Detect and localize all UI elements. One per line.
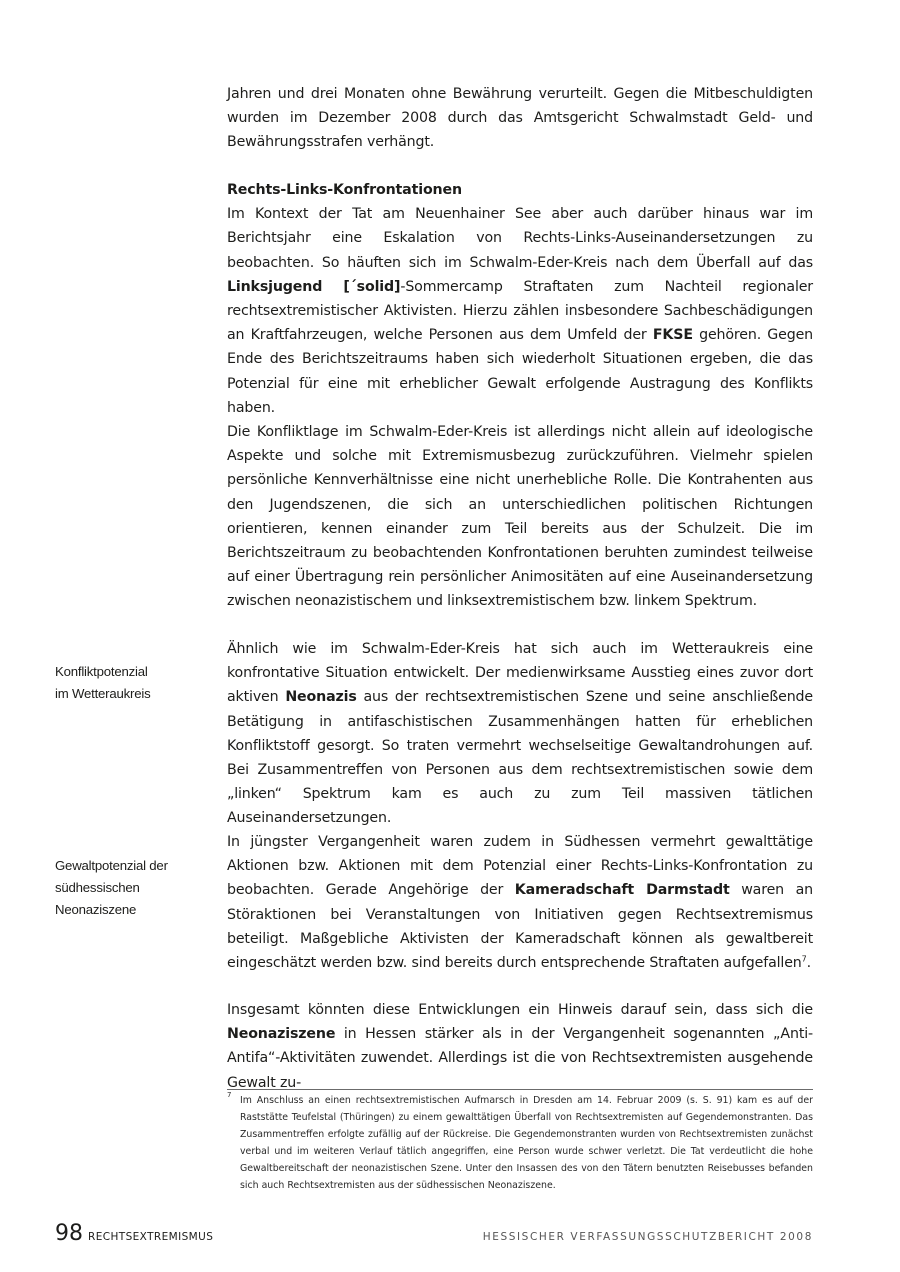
- text-run: Ähnlich wie im Schwalm-Eder-Kreis hat sich auch im Wetteraukreis eine konfrontative Situation entwickelt. Der medienwirksame Ausstieg eines zuvor dort aktiven: [227, 641, 813, 706]
- margin-note-line: südhessischen Neonaziszene: [55, 880, 140, 917]
- section-rechts-links: [227, 178, 813, 420]
- footnote-divider: [227, 1089, 813, 1090]
- term-kameradschaft-darmstadt: Kameradschaft Darmstadt: [514, 882, 730, 899]
- footnote-number: 7: [227, 1091, 232, 1099]
- footnote-reference[interactable]: 7: [801, 954, 807, 964]
- margin-note-suedhessen: [55, 855, 220, 921]
- margin-note-line: Gewaltpotenzial der: [55, 858, 168, 873]
- text-run: gehören. Gegen Ende des Berichtszeitraums haben sich wiederholt Situationen ergeben, die das Potenzial für eine mit erheblicher Gewalt erfolgende Austragung des Konflikts haben.: [227, 327, 813, 416]
- section-heading: Rechts-Links-Konfrontationen: [227, 182, 462, 198]
- text-run: Die Konfliktlage im Schwalm-Eder-Kreis ist allerdings nicht allein auf ideologische Aspekte und solche mit Extremismusbezug zurückzuführen. Vielmehr spielen persönliche Kennverhältnisse eine nicht unerhebliche Rolle. Die Kontrahenten aus den Jugendszenen, die sich an unterschiedlichen politischen Richtungen orientieren, kennen einander zum Teil bereits aus der Schulzeit. Die im Berichtszeitraum zu beobachtenden Konfrontationen beruhten zumindest teilweise auf einer Übertragung rein persönlicher Animositäten auf eine Auseinandersetzung zwischen neonazistischem und linksextremistischem bzw. linkem Spektrum.: [227, 424, 813, 610]
- text-run: waren an Störaktionen bei Veranstaltungen von Initiativen gegen Rechtsextremismus beteiligt. Maßgebliche Aktivisten der Kameradschaft können als gewaltbereit eingeschätzt werden bzw. sind bereits durch entsprechende Straftaten aufgefallen: [227, 882, 813, 972]
- footer-report-title: HESSISCHER VERFASSUNGSSCHUTZBERICHT 2008: [482, 1231, 813, 1243]
- text-run: Im Kontext der Tat am Neuenhainer See aber auch darüber hinaus war im Berichtsjahr eine Eskalation von Rechts-Links-Auseinandersetzungen zu beobachten. So häuften sich im Schwalm-Eder-Kreis nach dem Überfall auf das: [227, 206, 813, 271]
- text-run: Insgesamt könnten diese Entwicklungen ein Hinweis darauf sein, dass sich die: [227, 1002, 813, 1018]
- margin-note-wetteraukreis: [55, 661, 220, 705]
- term-linksjugend: Linksjugend [´solid]: [227, 278, 401, 295]
- footer-section-label: RECHTSEXTREMISMUS: [88, 1231, 214, 1243]
- text-run: In jüngster Vergangenheit waren zudem in Südhessen vermehrt gewalttätige Aktionen bzw. Aktionen mit dem Potenzial einer Rechts-Links-Konfrontation zu beobachten. Gerade Angehörige der: [227, 834, 813, 899]
- term-fkse: FKSE: [652, 327, 693, 344]
- paragraph-intro: [227, 82, 813, 155]
- paragraph-konfliktlage: [227, 420, 813, 614]
- paragraph-suedhessen: [227, 830, 813, 975]
- footnote-text: Im Anschluss an einen rechtsextremistischen Aufmarsch in Dresden am 14. Februar 2009 (s. S. 91) kam es auf der Raststätte Teufelstal (Thüringen) zu einem gewalttätigen Überfall von Rechtsextremisten auf Gegendemonstranten. Das Zusammentreffen erfolgte zufällig auf der Rückreise. Die Gegendemonstranten wurden von Rechtsextremisten zunächst verbal und im weiteren Verlauf tätlich angegriffen, eine Person wurde schwer verletzt. Die Tat verdeutlicht die hohe Gewaltbereitschaft der neonazistischen Szene. Unter den Insassen des von den Tätern benutzten Reisebusses befanden sich auch Rechtsextremisten aus der südhessischen Neonaziszene.: [240, 1095, 813, 1191]
- margin-note-line: Konfliktpotenzial: [55, 664, 148, 679]
- margin-note-line: im Wetteraukreis: [55, 686, 151, 701]
- paragraph-insgesamt: [227, 998, 813, 1095]
- term-neonazis: Neonazis: [285, 689, 357, 706]
- text-run: aus der rechtsextremistischen Szene und seine anschließende Betätigung in antifaschistischen Zusammenhängen hatten für erheblichen Konfliktstoff gesorgt. So traten vermehrt wechselseitige Gewaltandrohungen auf. Bei Zusammentreffen von Personen aus dem rechtsextremistischen sowie dem „linken“ Spektrum kam es auch zu zum Teil massiven tätlichen Auseinandersetzungen.: [227, 689, 813, 827]
- text-run: .: [806, 955, 811, 972]
- paragraph-intro-text: Jahren und drei Monaten ohne Bewährung verurteilt. Gegen die Mitbeschuldigten wurden im Dezember 2008 durch das Amtsgericht Schwalmstadt Geld- und Bewährungsstrafen verhängt.: [227, 86, 813, 151]
- term-neonaziszene: Neonaziszene: [227, 1026, 336, 1043]
- text-run: -Sommercamp Straftaten zum Nachteil regionaler rechtsextremistischer Aktivisten. Hierzu zählen insbesondere Sachbeschädigungen an Kraftfahrzeugen, welche Personen aus dem Umfeld der: [227, 278, 813, 344]
- text-run: in Hessen stärker als in der Vergangenheit sogenannten „Anti-Antifa“-Aktivitäten zuwendet. Allerdings ist die von Rechtsextremisten ausgehende Gewalt zu-: [227, 1026, 813, 1091]
- page-number: 98: [55, 1221, 83, 1246]
- paragraph-wetteraukreis: [227, 637, 813, 831]
